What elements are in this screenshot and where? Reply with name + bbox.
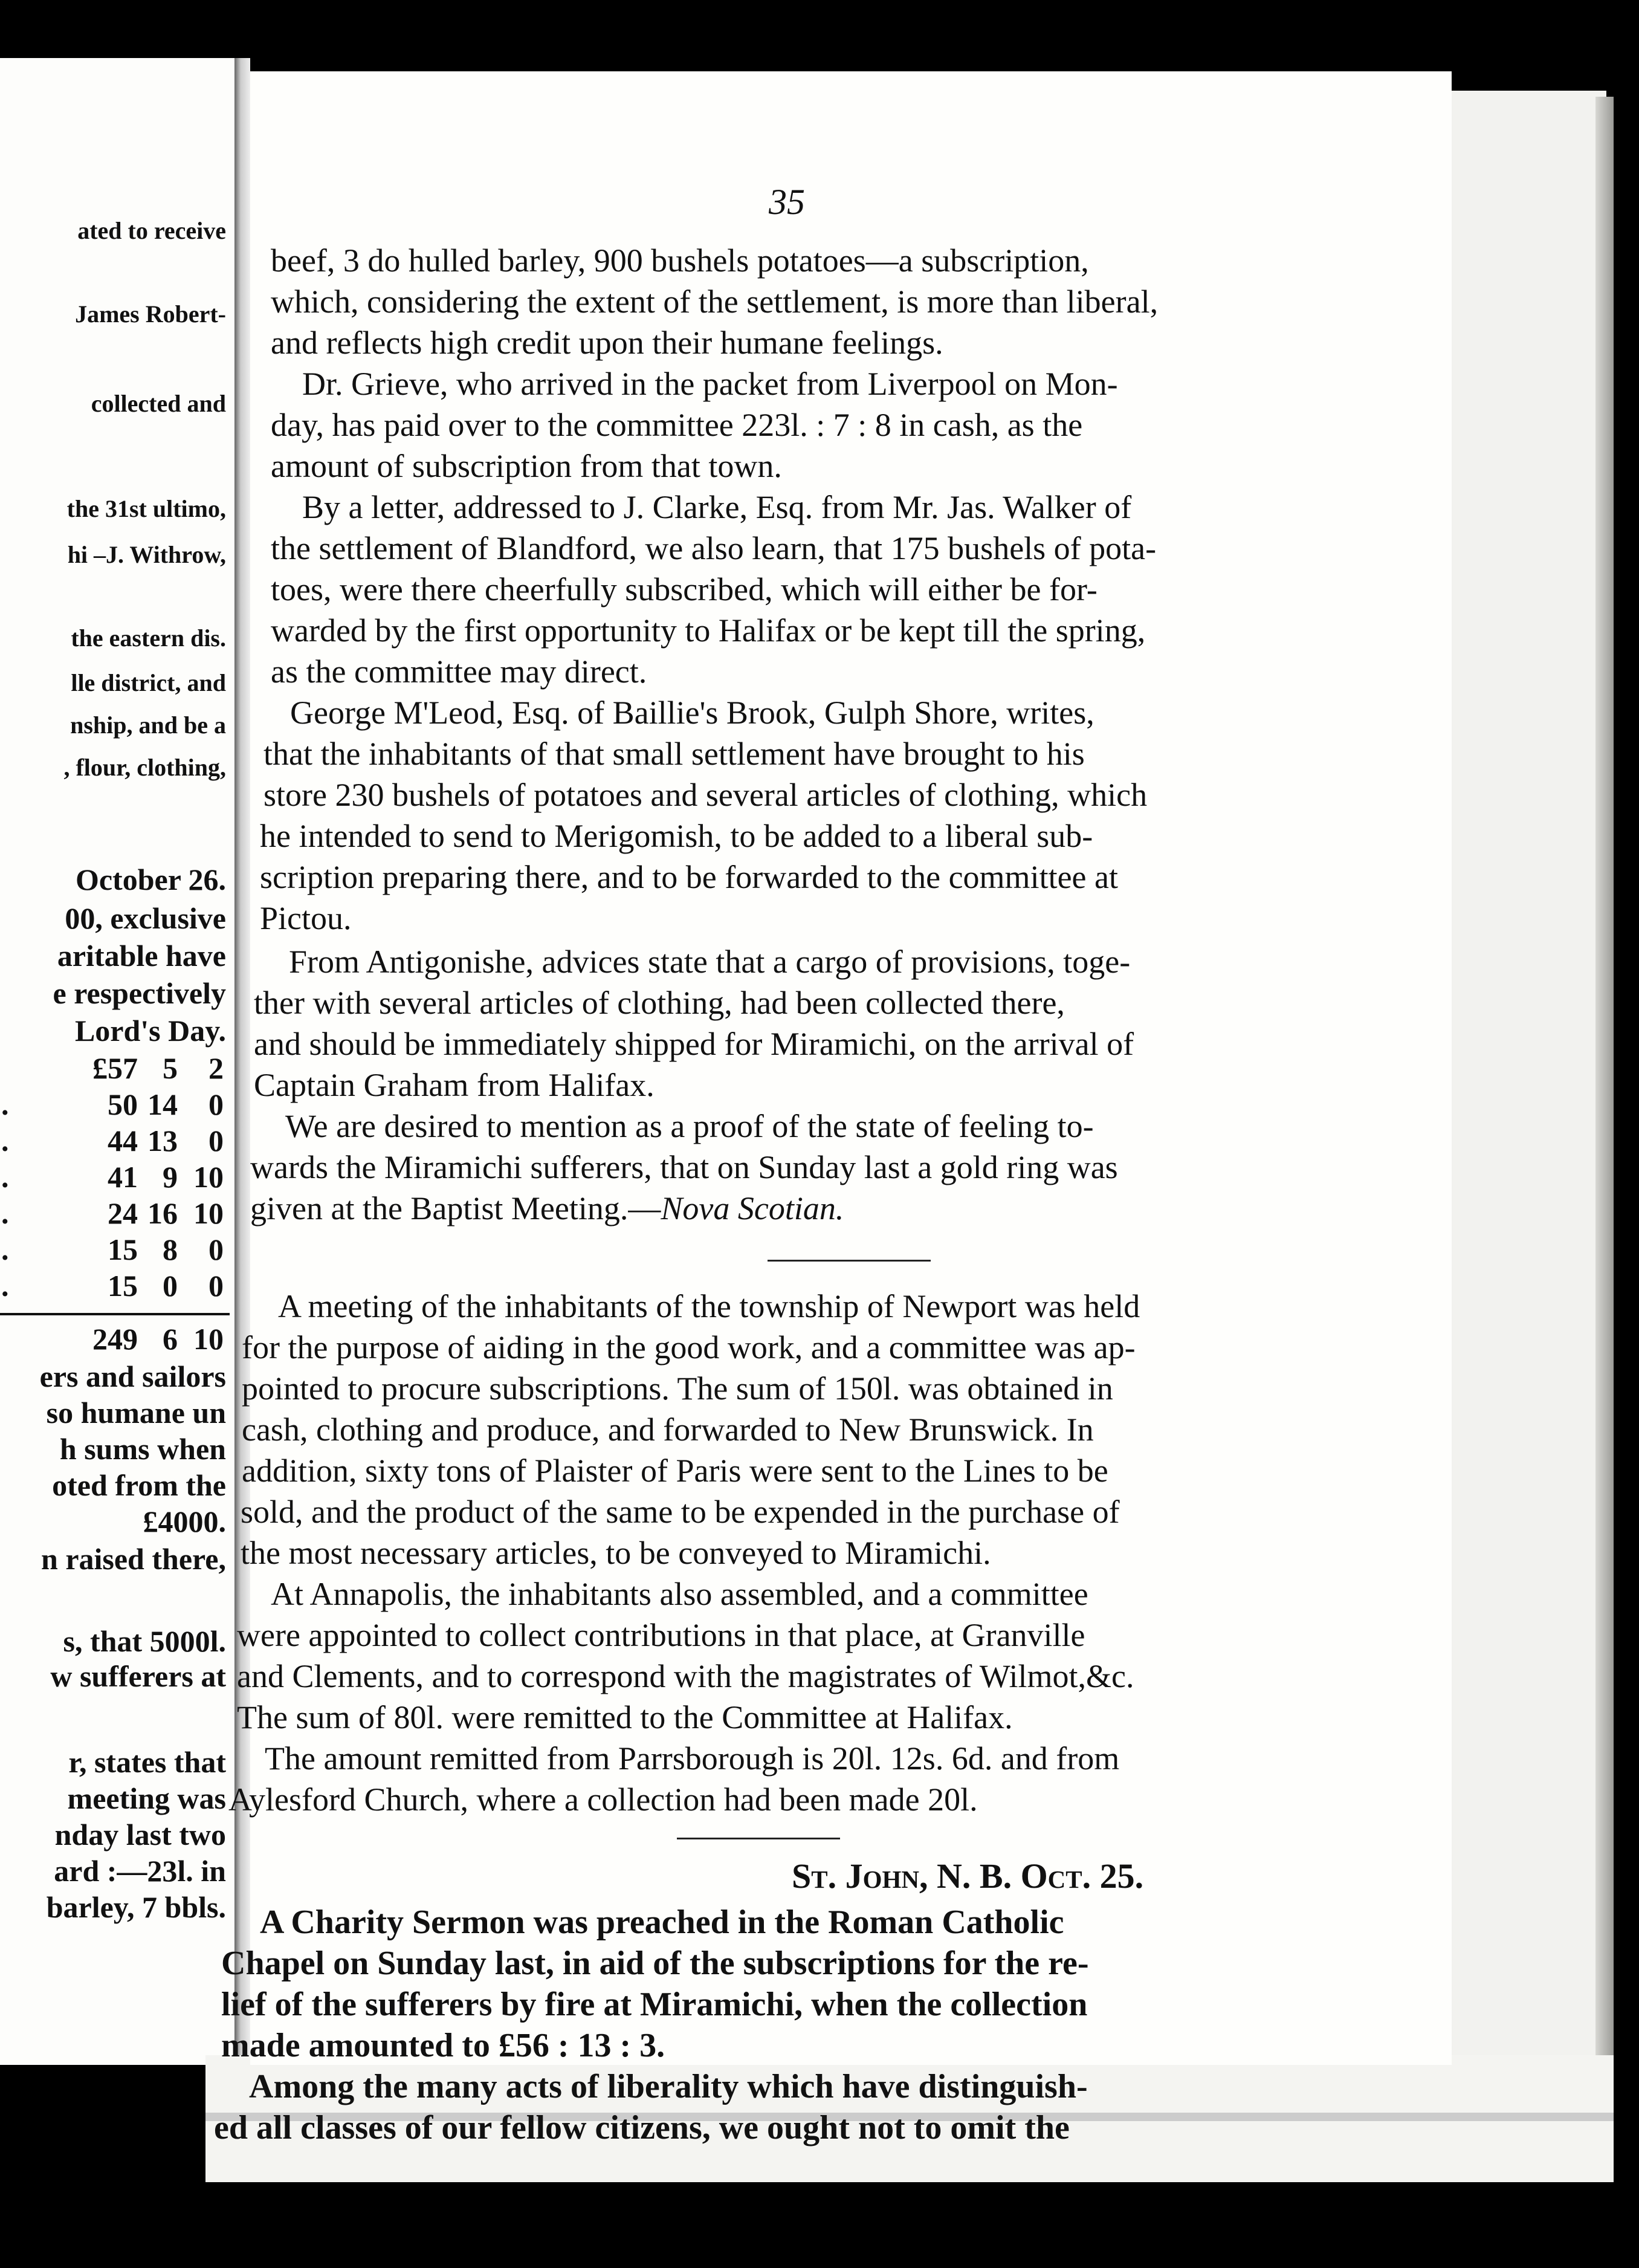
text-line: wards the Miramichi sufferers, that on Sunday last a gold ring was: [250, 1149, 1118, 1185]
text-line: By a letter, addressed to J. Clarke, Esq. from Mr. Jas. Walker of: [302, 489, 1132, 525]
text-line: as the committee may direct.: [271, 653, 647, 690]
text-line: Captain Graham from Halifax.: [254, 1067, 655, 1103]
text-line: A Charity Sermon was preached in the Roman Catholic: [260, 1904, 1064, 1941]
text-line: he intended to send to Merigomish, to be added to a liberal sub-: [260, 818, 1093, 854]
left-text-line: Lord's Day.: [74, 1014, 226, 1048]
text-line: toes, were there cheerfully subscribed, which will either be for-: [271, 571, 1098, 608]
text-line: lief of the sufferers by fire at Miramichi, when the collection: [221, 1986, 1088, 2023]
text-line: Chapel on Sunday last, in aid of the subscriptions for the re-: [221, 1945, 1089, 1982]
text-line: beef, 3 do hulled barley, 900 bushels potatoes—a subscription,: [271, 242, 1089, 279]
left-text-line: nship, and be a: [70, 711, 226, 739]
text-line: scription preparing there, and to be forwarded to the committee at: [260, 859, 1118, 895]
left-text-line: ard :—23l. in: [54, 1854, 226, 1888]
text-line: The sum of 80l. were remitted to the Committee at Halifax.: [237, 1699, 1013, 1735]
text-line: Aylesford Church, where a collection had been made 20l.: [228, 1781, 978, 1818]
text-line: pointed to procure subscriptions. The sum of 150l. was obtained in: [242, 1370, 1113, 1407]
text-line: store 230 bushels of potatoes and several articles of clothing, which: [263, 777, 1148, 813]
text-line: addition, sixty tons of Plaister of Paris were sent to the Lines to be: [242, 1453, 1108, 1489]
left-text-line: , flour, clothing,: [63, 754, 226, 781]
left-text-line: n raised there,: [41, 1542, 226, 1576]
left-text-line: oted from the: [52, 1468, 226, 1502]
text-line: From Antigonishe, advices state that a cargo of provisions, toge-: [289, 944, 1131, 980]
text-line: the settlement of Blandford, we also learn, that 175 bushels of pota-: [271, 530, 1157, 566]
text-line: At Annapolis, the inhabitants also assembled, and a committee: [271, 1576, 1088, 1612]
page-number: 35: [769, 182, 805, 222]
left-text-line: 00, exclusive: [65, 901, 226, 935]
source-credit: Nova Scotian.: [661, 1190, 844, 1226]
text-line: and should be immediately shipped for Miramichi, on the arrival of: [254, 1026, 1134, 1062]
left-text-line: meeting was: [67, 1781, 226, 1815]
left-text-line: ated to receive: [77, 217, 226, 244]
text-line: and reflects high credit upon their humane feelings.: [271, 325, 943, 361]
left-page-fragment: ated to receive James Robert- collected and the 31st ultimo, hi –J. Withrow, the eastern dis. lle district, and nship, and be a , flour, clothing, October 26. 00, exclusive aritable have e respectively Lord's Day. £57 5 2 . 50 14 0 . 44 13 0 . 41 9 10 . 24 16 10 . 15 8 0 . 15 0 0 249 6 10 ers and sailors so humane un h sums when oted from the £4000. n raised there, s, that 5000l. w sufferers at r, states that meeting was nday last two ard :—23l. in barley, 7 bbls.: [0, 58, 236, 2065]
text-span: given at the Baptist Meeting.—: [250, 1190, 661, 1226]
left-text-line: h sums when: [59, 1432, 226, 1466]
text-line: ed all classes of our fellow citizens, we ought not to omit the: [214, 2109, 1070, 2146]
text-line: George M'Leod, Esq. of Baillie's Brook, Gulph Shore, writes,: [290, 695, 1094, 731]
page-margin: [1436, 91, 1606, 2170]
text-line: cash, clothing and produce, and forwarded to New Brunswick. In: [242, 1411, 1094, 1448]
text-line: [250, 1190, 844, 1227]
left-text-line: s, that 5000l.: [63, 1624, 226, 1658]
page-edge: [1595, 97, 1614, 2164]
section-separator: [677, 1838, 840, 1839]
text-line: day, has paid over to the committee 223l. : 7 : 8 in cash, as the: [271, 407, 1083, 443]
text-line: warded by the first opportunity to Halifax or be kept till the spring,: [271, 612, 1146, 649]
total-rule: [0, 1313, 230, 1315]
left-text-line: e respectively: [53, 976, 226, 1010]
left-text-line: hi –J. Withrow,: [67, 541, 226, 568]
left-text-line: so humane un: [46, 1396, 226, 1430]
text-line: for the purpose of aiding in the good work, and a committee was ap-: [242, 1329, 1136, 1366]
text-line: the most necessary articles, to be conveyed to Miramichi.: [241, 1535, 991, 1571]
left-text-line: w sufferers at: [50, 1659, 226, 1693]
text-line: and Clements, and to correspond with the magistrates of Wilmot,&c.: [237, 1658, 1134, 1694]
text-line: Dr. Grieve, who arrived in the packet from Liverpool on Mon-: [302, 366, 1118, 402]
text-line: Among the many acts of liberality which have distinguish-: [249, 2068, 1088, 2105]
text-line: The amount remitted from Parrsborough is 20l. 12s. 6d. and from: [265, 1740, 1120, 1777]
text-line: sold, and the product of the same to be expended in the purchase of: [241, 1494, 1120, 1530]
left-text-line: r, states that: [68, 1745, 226, 1779]
left-text-line: barley, 7 bbls.: [46, 1890, 226, 1924]
dateline: St. John, N. B. Oct. 25.: [792, 1856, 1144, 1896]
text-line: We are desired to mention as a proof of the state of feeling to-: [285, 1108, 1094, 1144]
text-line: Pictou.: [260, 900, 352, 936]
left-text-line: ers and sailors: [39, 1359, 226, 1393]
text-line: were appointed to collect contributions in that place, at Granville: [237, 1617, 1085, 1653]
text-line: amount of subscription from that town.: [271, 448, 782, 484]
left-text-line: nday last two: [54, 1818, 226, 1852]
left-text-line: James Robert-: [75, 300, 226, 328]
text-line: ther with several articles of clothing, had been collected there,: [254, 985, 1065, 1021]
left-text-line: the eastern dis.: [71, 624, 226, 652]
left-text-line: October 26.: [75, 863, 226, 896]
text-line: which, considering the extent of the settlement, is more than liberal,: [271, 284, 1159, 320]
left-text-line: the 31st ultimo,: [66, 495, 226, 522]
left-text-line: £4000.: [143, 1505, 226, 1538]
section-separator: [768, 1260, 931, 1262]
left-text-line: aritable have: [57, 939, 226, 973]
book-gutter: [234, 58, 250, 2065]
text-line: A meeting of the inhabitants of the township of Newport was held: [278, 1288, 1140, 1324]
text-line: that the inhabitants of that small settlement have brought to his: [263, 736, 1085, 772]
left-text-line: collected and: [91, 390, 226, 417]
text-line: made amounted to £56 : 13 : 3.: [221, 2027, 665, 2064]
left-text-line: lle district, and: [71, 669, 226, 696]
